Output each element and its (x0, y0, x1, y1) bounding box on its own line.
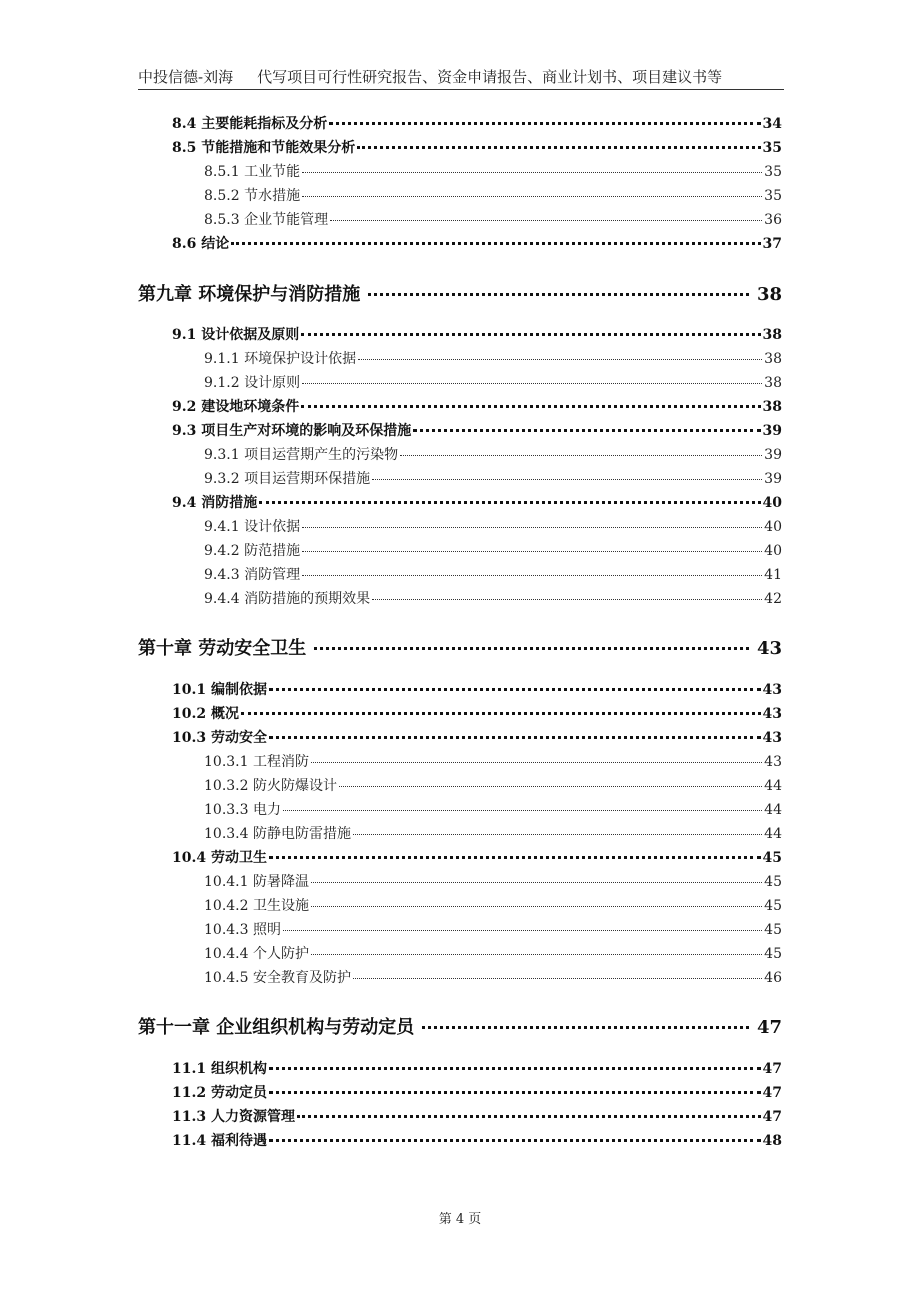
toc-entry-page: 38 (764, 351, 782, 367)
dot-leader (269, 1067, 761, 1070)
dot-leader (269, 856, 761, 859)
dot-leader (241, 712, 761, 715)
dot-leader (422, 1026, 749, 1029)
toc-entry-label: 8.5.3 企业节能管理 (204, 212, 329, 228)
toc-entry-page: 36 (764, 212, 782, 228)
header-services: 代写项目可行性研究报告、资金申请报告、商业计划书、项目建议书等 (257, 68, 723, 86)
toc-entry-page: 47 (762, 1085, 782, 1101)
toc-entry-label: 9.1.2 设计原则 (204, 375, 301, 391)
toc-entry-label: 11.1 组织机构 (172, 1061, 267, 1077)
toc-entry-label: 9.1.1 环境保护设计依据 (204, 351, 357, 367)
toc-entry-section[interactable] (172, 233, 782, 257)
toc-entry-section[interactable] (172, 1082, 782, 1106)
toc-entry-section[interactable] (172, 137, 782, 161)
toc-entry-section[interactable] (172, 1130, 782, 1154)
toc-entry-label: 9.1 设计依据及原则 (172, 327, 300, 343)
toc-entry-page: 39 (762, 423, 782, 439)
page-footer (0, 1208, 920, 1227)
toc-entry-subsection[interactable] (204, 348, 782, 372)
dot-leader (231, 242, 760, 245)
toc-entry-section[interactable] (172, 492, 782, 516)
toc-entry-subsection[interactable] (204, 564, 782, 588)
toc-entry-page: 48 (762, 1133, 782, 1149)
toc-entry-page: 43 (762, 730, 782, 746)
dot-leader (372, 599, 762, 600)
toc-entry-subsection[interactable] (204, 943, 782, 967)
page-header (138, 66, 784, 87)
toc-entry-page: 46 (764, 970, 782, 986)
toc-entry-page: 44 (764, 778, 782, 794)
dot-leader (353, 978, 762, 979)
toc-entry-subsection[interactable] (204, 588, 782, 612)
toc-entry-label: 10.4.5 安全教育及防护 (204, 970, 351, 986)
toc-entry-subsection[interactable] (204, 799, 782, 823)
toc-entry-page: 44 (764, 826, 782, 842)
dot-leader (269, 1139, 761, 1142)
dot-leader (330, 220, 762, 221)
toc-entry-label: 8.5 节能措施和节能效果分析 (172, 140, 356, 156)
toc-entry-page: 43 (762, 706, 782, 722)
toc-entry-label: 11.3 人力资源管理 (172, 1109, 295, 1125)
toc-entry-page: 40 (762, 495, 782, 511)
toc-entry-page: 38 (764, 375, 782, 391)
toc-entry-label: 8.5.2 节水措施 (204, 188, 301, 204)
toc-entry-page: 43 (756, 638, 782, 659)
toc-entry-subsection[interactable] (204, 161, 782, 185)
dot-leader (358, 359, 762, 360)
toc-entry-label: 10.3.2 防火防爆设计 (204, 778, 337, 794)
toc-entry-section[interactable] (172, 1058, 782, 1082)
toc-entry-subsection[interactable] (204, 185, 782, 209)
toc-entry-subsection[interactable] (204, 468, 782, 492)
toc-entry-label: 8.5.1 工业节能 (204, 164, 301, 180)
dot-leader (301, 333, 760, 336)
toc-entry-label: 9.3.1 项目运营期产生的污染物 (204, 447, 399, 463)
dot-leader (329, 122, 760, 125)
toc-entry-label: 10.2 概况 (172, 706, 239, 722)
toc-entry-subsection[interactable] (204, 209, 782, 233)
toc-entry-label: 11.4 福利待遇 (172, 1133, 267, 1149)
toc-entry-page: 39 (764, 447, 782, 463)
dot-leader (283, 930, 762, 931)
dot-leader (357, 146, 760, 149)
toc-entry-subsection[interactable] (204, 751, 782, 775)
toc-entry-page: 45 (762, 850, 782, 866)
toc-entry-label: 9.3.2 项目运营期环保措施 (204, 471, 371, 487)
dot-leader (302, 527, 762, 528)
toc-entry-label: 10.4.2 卫生设施 (204, 898, 309, 914)
toc-entry-label: 10.3.1 工程消防 (204, 754, 309, 770)
toc-entry-page: 35 (764, 188, 782, 204)
toc-entry-subsection[interactable] (204, 540, 782, 564)
dot-leader (302, 196, 762, 197)
toc-entry-page: 47 (762, 1061, 782, 1077)
page-number: 第 4 页 (438, 1212, 482, 1227)
toc-entry-subsection[interactable] (204, 516, 782, 540)
dot-leader (339, 786, 762, 787)
toc-entry-page: 45 (764, 922, 782, 938)
toc-entry-chapter[interactable] (138, 280, 782, 310)
toc-entry-label: 9.4.4 消防措施的预期效果 (204, 591, 371, 607)
toc-entry-subsection[interactable] (204, 775, 782, 799)
toc-entry-subsection[interactable] (204, 372, 782, 396)
dot-leader (302, 551, 762, 552)
dot-leader (283, 810, 762, 811)
toc-entry-label: 9.4.2 防范措施 (204, 543, 301, 559)
toc-entry-page: 38 (762, 327, 782, 343)
toc-entry-section[interactable] (172, 113, 782, 137)
toc-entry-page: 43 (762, 682, 782, 698)
toc-entry-page: 35 (764, 164, 782, 180)
dot-leader (372, 479, 762, 480)
toc-entry-label: 11.2 劳动定员 (172, 1085, 267, 1101)
toc-entry-label: 9.4.1 设计依据 (204, 519, 301, 535)
dot-leader (302, 575, 762, 576)
toc-entry-subsection[interactable] (204, 871, 782, 895)
toc-entry-page: 40 (764, 519, 782, 535)
toc-entry-section[interactable] (172, 727, 782, 751)
toc-entry-page: 38 (756, 284, 782, 305)
dot-leader (400, 455, 762, 456)
dot-leader (269, 736, 761, 739)
dot-leader (311, 954, 762, 955)
toc-entry-label: 10.4 劳动卫生 (172, 850, 267, 866)
toc-entry-page: 38 (762, 399, 782, 415)
header-author: 中投信德-刘海 (138, 68, 234, 86)
toc-entry-chapter[interactable] (138, 634, 782, 664)
toc-entry-page: 37 (762, 236, 782, 252)
toc-entry-label: 10.4.1 防暑降温 (204, 874, 309, 890)
toc-entry-page: 39 (764, 471, 782, 487)
toc-entry-section[interactable] (172, 324, 782, 348)
toc-chapter-label: 第九章 环境保护与消防措施 (138, 284, 361, 305)
dot-leader (353, 834, 762, 835)
dot-leader (314, 647, 749, 650)
toc-entry-chapter[interactable] (138, 1013, 782, 1043)
toc-entry-label: 9.2 建设地环境条件 (172, 399, 300, 415)
toc-entry-page: 35 (762, 140, 782, 156)
toc-entry-page: 42 (764, 591, 782, 607)
toc-entry-page: 45 (764, 946, 782, 962)
toc-entry-subsection[interactable] (204, 444, 782, 468)
toc-entry-label: 10.4.4 个人防护 (204, 946, 309, 962)
toc-entry-page: 47 (762, 1109, 782, 1125)
toc-entry-section[interactable] (172, 847, 782, 871)
toc-entry-label: 10.3.4 防静电防雷措施 (204, 826, 351, 842)
toc-entry-label: 8.6 结论 (172, 236, 230, 252)
toc-chapter-label: 第十章 劳动安全卫生 (138, 638, 307, 659)
dot-leader (311, 882, 762, 883)
toc-entry-page: 34 (762, 116, 782, 132)
dot-leader (302, 172, 762, 173)
header-divider (138, 89, 784, 90)
toc-entry-section[interactable] (172, 703, 782, 727)
toc-chapter-label: 第十一章 企业组织机构与劳动定员 (138, 1017, 415, 1038)
dot-leader (301, 405, 760, 408)
toc-entry-label: 10.3.3 电力 (204, 802, 281, 818)
toc-entry-label: 10.1 编制依据 (172, 682, 267, 698)
dot-leader (302, 383, 762, 384)
toc-entry-label: 8.4 主要能耗指标及分析 (172, 116, 328, 132)
toc-entry-subsection[interactable] (204, 919, 782, 943)
dot-leader (311, 762, 762, 763)
toc-entry-subsection[interactable] (204, 967, 782, 991)
toc-entry-page: 43 (764, 754, 782, 770)
toc-entry-label: 10.4.3 照明 (204, 922, 281, 938)
toc-entry-page: 44 (764, 802, 782, 818)
dot-leader (259, 501, 760, 504)
toc-entry-label: 10.3 劳动安全 (172, 730, 267, 746)
toc-entry-label: 9.3 项目生产对环境的影响及环保措施 (172, 423, 412, 439)
toc-entry-subsection[interactable] (204, 895, 782, 919)
toc-entry-label: 9.4 消防措施 (172, 495, 258, 511)
toc-entry-label: 9.4.3 消防管理 (204, 567, 301, 583)
toc-entry-page: 45 (764, 898, 782, 914)
dot-leader (311, 906, 762, 907)
toc-entry-page: 41 (764, 567, 782, 583)
toc-entry-section[interactable] (172, 679, 782, 703)
toc-entry-subsection[interactable] (204, 823, 782, 847)
dot-leader (368, 293, 749, 296)
toc-entry-page: 45 (764, 874, 782, 890)
toc-entry-section[interactable] (172, 420, 782, 444)
toc-entry-section[interactable] (172, 396, 782, 420)
toc-entry-page: 40 (764, 543, 782, 559)
toc-entry-section[interactable] (172, 1106, 782, 1130)
dot-leader (297, 1115, 761, 1118)
toc-entry-page: 47 (756, 1017, 782, 1038)
dot-leader (413, 429, 760, 432)
dot-leader (269, 688, 761, 691)
dot-leader (269, 1091, 761, 1094)
